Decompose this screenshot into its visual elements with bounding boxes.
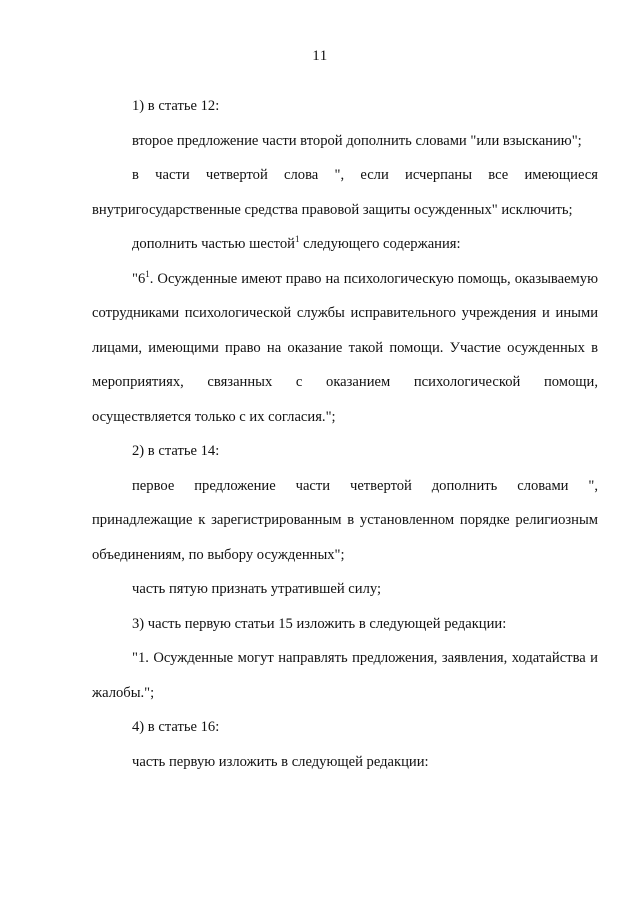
paragraph-part-six-one-text	[92, 262, 598, 435]
paragraph-text: . Осужденные имеют право на психологическую помощь, оказываемую сотрудниками психологической службы исправительного учреждения и иными лицами, имеющими право на оказание такой помощи. Участие осужденных в мероприятиях, связанных с оказанием психологической помощи, осуществляется только с их согласия.";	[92, 270, 598, 425]
superscript-index: 1	[145, 268, 150, 279]
page-number: 11	[312, 48, 328, 64]
superscript-index: 1	[294, 234, 300, 244]
paragraph-article-16-heading: 4) в статье 16:	[132, 719, 220, 735]
paragraph-article-16-part-one: часть первую изложить в следующей редакции:	[132, 753, 429, 770]
paragraph-second-sentence-amendment: второе предложение части второй дополнить словами "или взысканию";	[132, 132, 582, 149]
document-body	[92, 89, 598, 779]
paragraph-add-part-six-one	[92, 227, 598, 262]
paragraph-article-12-heading: 1) в статье 12:	[132, 98, 220, 114]
paragraph-text: "6	[132, 270, 146, 287]
paragraph-article-15-heading: 3) часть первую статьи 15 изложить в следующей редакции:	[132, 615, 507, 632]
paragraph-part-four-amendment: в части четвертой слова ", если исчерпаны все имеющиеся внутригосударственные средства правовой защиты осужденных" исключить;	[92, 167, 598, 218]
paragraph-text: следующего содержания:	[299, 236, 461, 252]
paragraph-first-sentence-amendment: первое предложение части четвертой дополнить словами ", принадлежащие к зарегистрированным в установленном порядке религиозным объединениям, по выбору осужденных";	[92, 477, 598, 563]
paragraph-article-15-text: "1. Осужденные могут направлять предложения, заявления, ходатайства и жалобы.";	[92, 650, 598, 701]
paragraph-article-14-heading: 2) в статье 14:	[132, 443, 220, 459]
paragraph-text: дополнить частью шестой	[132, 236, 295, 252]
paragraph-part-five-repeal: часть пятую признать утратившей силу;	[132, 581, 382, 597]
